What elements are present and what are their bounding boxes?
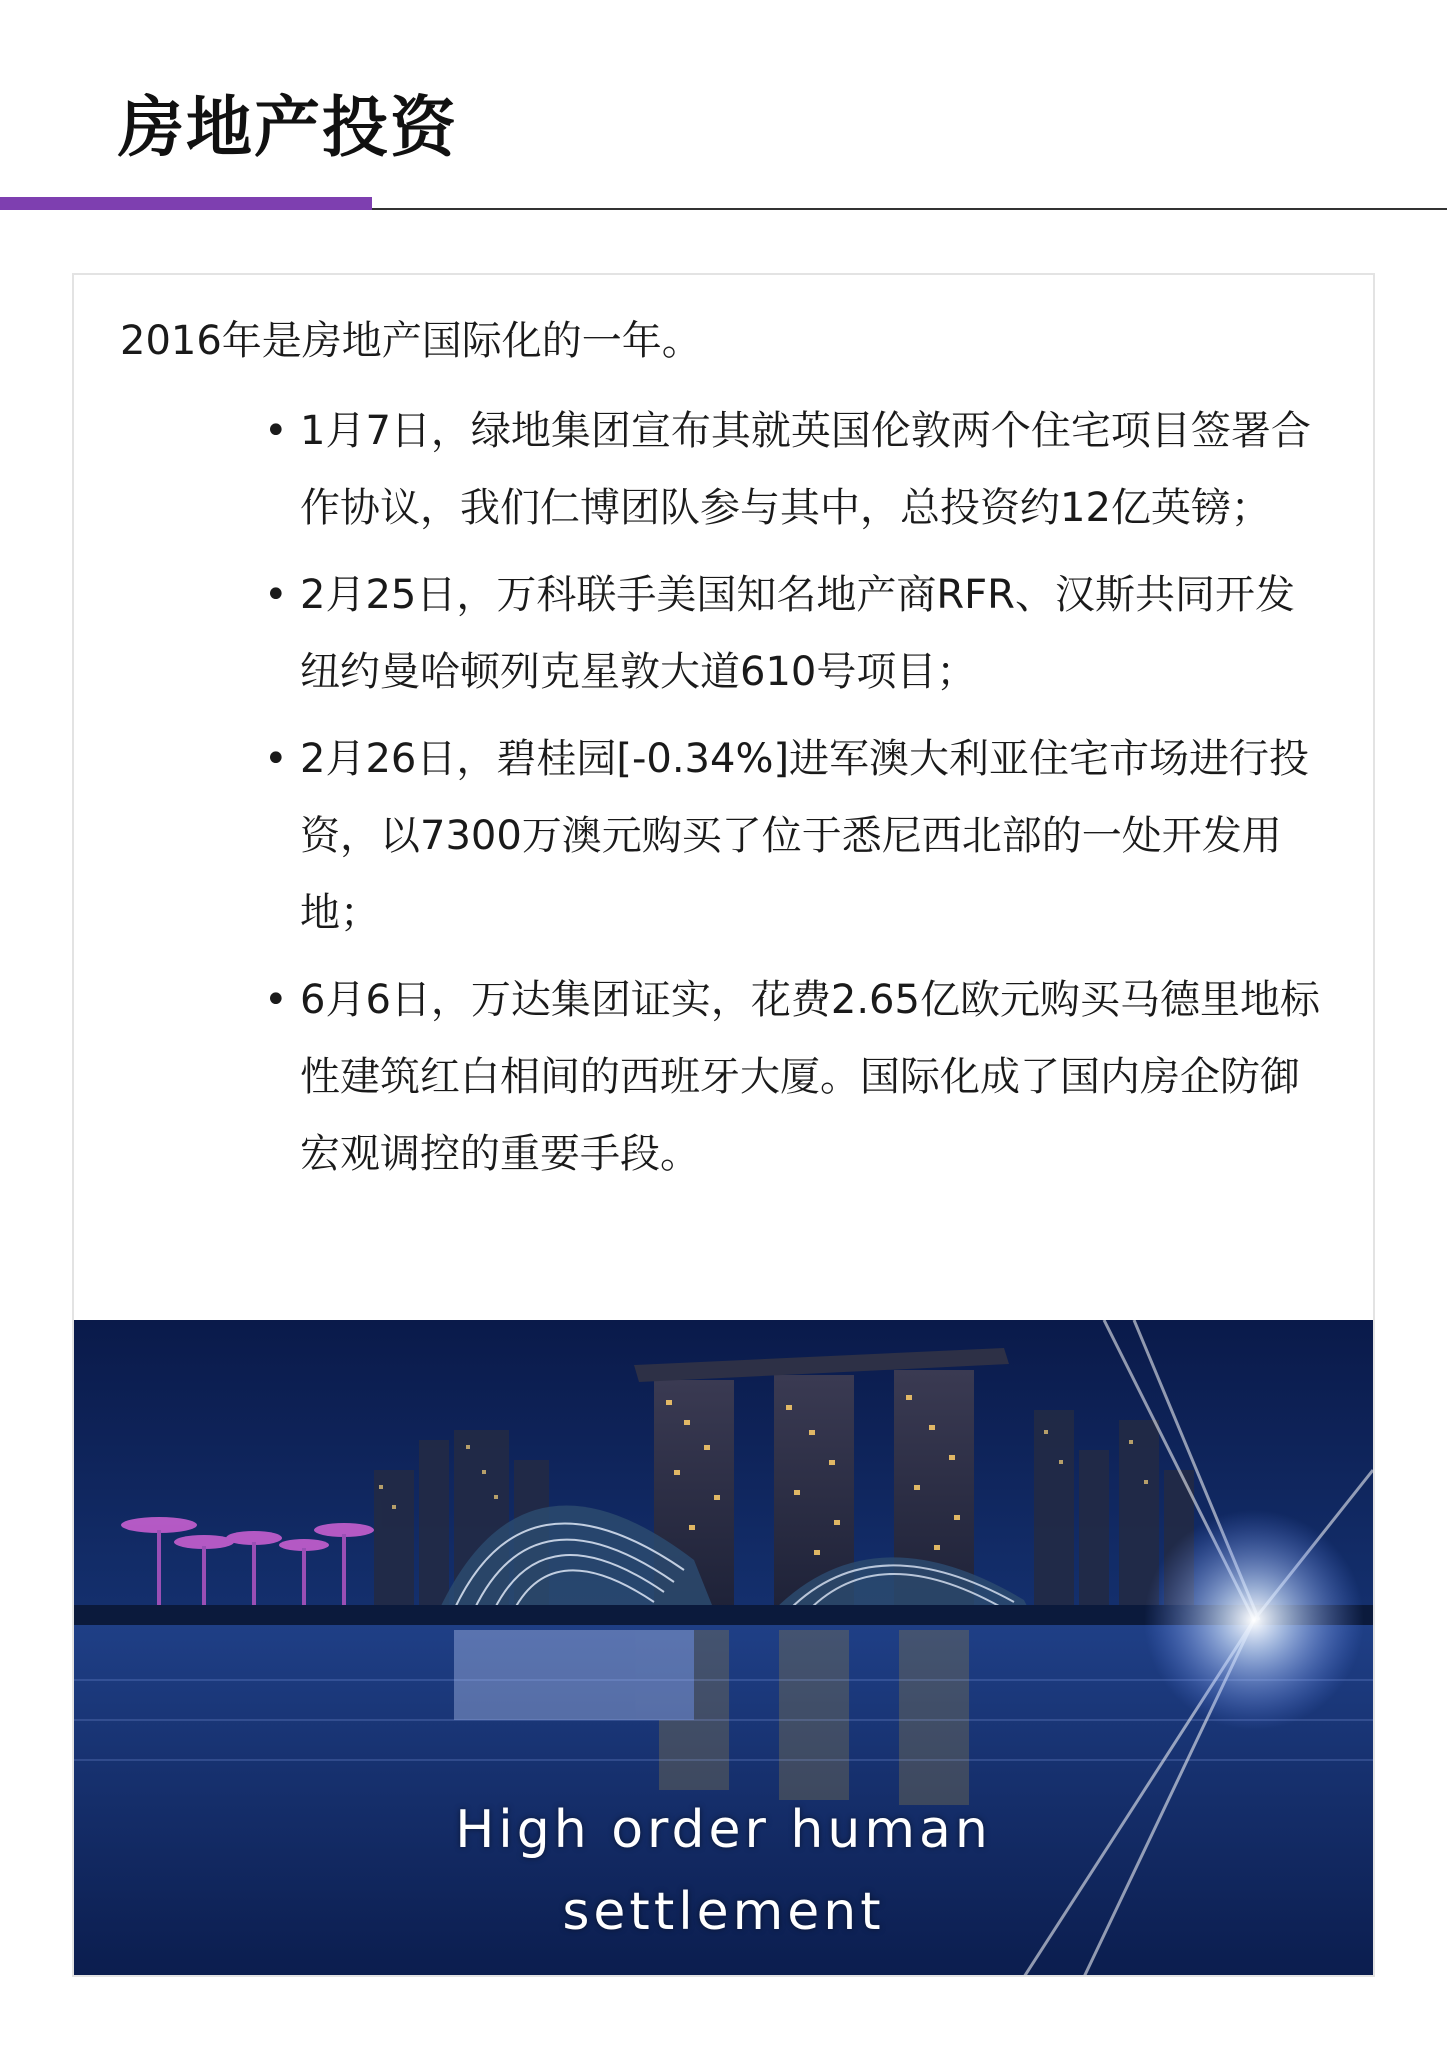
bullet-dot-icon: • (264, 408, 288, 454)
list-item (264, 393, 1324, 547)
list-item-text: 2月25日，万科联手美国知名地产商RFR、汉斯共同开发纽约曼哈顿列克星敦大道610号项目； (300, 572, 1295, 695)
city-skyline-photo (74, 1320, 1373, 1977)
bullet-dot-icon: • (264, 977, 288, 1023)
bullet-dot-icon: • (264, 736, 288, 782)
photo-caption-line1: High order human (455, 1800, 992, 1860)
list-item-text: 2月26日，碧桂园[-0.34%]进军澳大利亚住宅市场进行投资，以7300万澳元购买了位于悉尼西北部的一处开发用地； (300, 736, 1310, 936)
bullet-list (264, 393, 1324, 1203)
list-item (264, 962, 1324, 1193)
page-title: 房地产投资 (118, 89, 458, 166)
bullet-dot-icon: • (264, 572, 288, 618)
header-accent-bar (0, 197, 372, 210)
list-item-text: 1月7日，绿地集团宣布其就英国伦敦两个住宅项目签署合作协议，我们仁博团队参与其中，总投资约12亿英镑； (300, 408, 1311, 531)
intro-text: 2016年是房地产国际化的一年。 (120, 318, 702, 364)
list-item-text: 6月6日，万达集团证实，花费2.65亿欧元购买马德里地标性建筑红白相间的西班牙大厦。国际化成了国内房企防御宏观调控的重要手段。 (300, 977, 1320, 1177)
content-card (72, 273, 1375, 1977)
skyline-illustration (74, 1320, 1373, 1977)
photo-caption-line2: settlement (562, 1882, 885, 1942)
list-item (264, 721, 1324, 952)
list-item (264, 557, 1324, 711)
